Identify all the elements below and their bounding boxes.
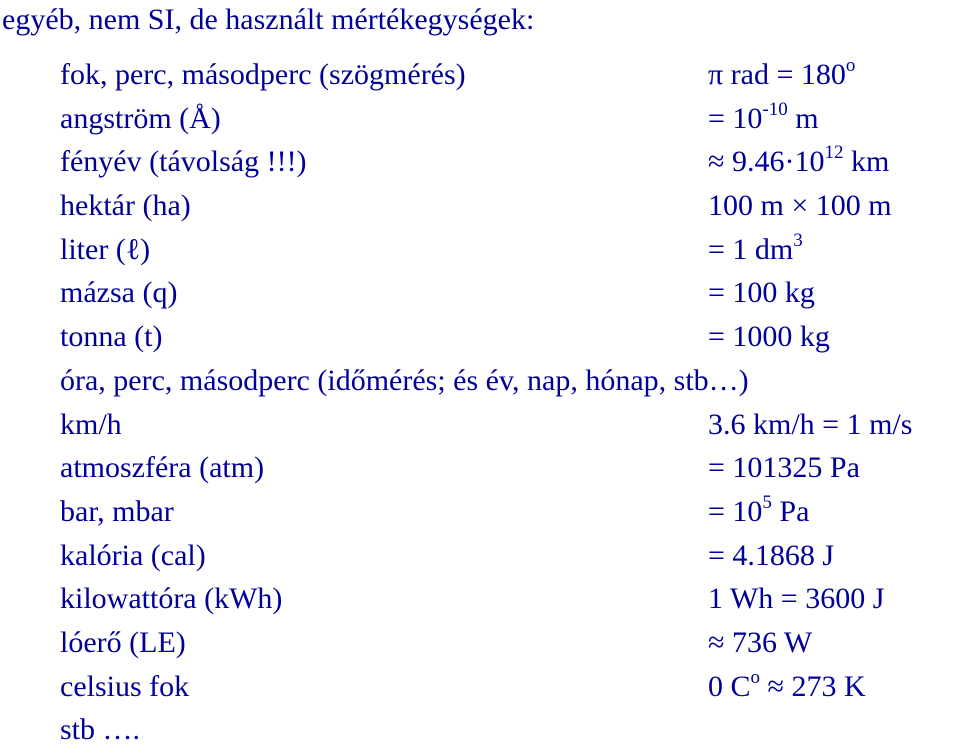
unit-value: = 100 kg bbox=[708, 276, 815, 310]
unit-row bbox=[60, 273, 959, 317]
unit-row bbox=[60, 492, 959, 536]
unit-value: ≈ 736 W bbox=[708, 625, 813, 659]
unit-row bbox=[60, 317, 959, 361]
unit-value: = 101325 Pa bbox=[708, 451, 860, 485]
unit-label: atmoszféra (atm) bbox=[60, 451, 265, 485]
unit-label: tonna (t) bbox=[60, 320, 163, 354]
unit-row bbox=[60, 186, 959, 230]
unit-row bbox=[60, 710, 959, 754]
unit-value: = 1000 kg bbox=[708, 320, 830, 354]
unit-value: 3.6 km/h = 1 m/s bbox=[708, 407, 913, 441]
unit-label: fok, perc, másodperc (szögmérés) bbox=[60, 58, 466, 91]
unit-row bbox=[60, 99, 959, 143]
unit-label: mázsa (q) bbox=[60, 276, 178, 310]
unit-label: km/h bbox=[60, 407, 122, 441]
unit-row bbox=[60, 623, 959, 667]
unit-row bbox=[60, 55, 959, 99]
unit-value: 100 m × 100 m bbox=[708, 189, 892, 223]
unit-value: = 4.1868 J bbox=[708, 538, 835, 572]
unit-value: 0 $C^o \approx 273$ K bbox=[708, 666, 866, 703]
unit-label: angström (Å) bbox=[60, 101, 221, 135]
unit-row bbox=[60, 536, 959, 580]
unit-label: fényév (távolság !!!) bbox=[60, 145, 307, 179]
unit-row bbox=[60, 405, 959, 449]
unit-label: kalória (cal) bbox=[60, 538, 206, 572]
unit-value: = $10^{-10}$ m bbox=[708, 98, 819, 135]
unit-value: = $10^5$ Pa bbox=[708, 491, 810, 528]
unit-label: óra, perc, másodperc (időmérés; és év, nap, hónap, stb…) bbox=[60, 363, 749, 397]
unit-value: = 1 $dm^3$ bbox=[708, 229, 803, 266]
unit-label: stb …. bbox=[60, 713, 141, 747]
unit-label: lóerő (LE) bbox=[60, 625, 186, 659]
unit-value: π rad = $180^o$ bbox=[708, 55, 856, 91]
unit-row bbox=[60, 142, 959, 186]
unit-value: 1 Wh = 3600 J bbox=[708, 582, 885, 616]
unit-label: bar, mbar bbox=[60, 494, 174, 528]
units-list bbox=[60, 55, 959, 754]
unit-row bbox=[60, 579, 959, 623]
unit-label: hektár (ha) bbox=[60, 189, 191, 223]
slide-title: egyéb, nem SI, de használt mértékegységek: bbox=[2, 3, 535, 36]
unit-value: ≈ $9.46\cdot 10^{12}$ km bbox=[708, 142, 890, 179]
unit-row bbox=[60, 361, 959, 405]
unit-row bbox=[60, 667, 959, 711]
unit-label: kilowattóra (kWh) bbox=[60, 582, 283, 616]
unit-row bbox=[60, 448, 959, 492]
unit-row bbox=[60, 230, 959, 274]
unit-label: liter (ℓ) bbox=[60, 232, 151, 266]
unit-label: celsius fok bbox=[60, 669, 190, 703]
